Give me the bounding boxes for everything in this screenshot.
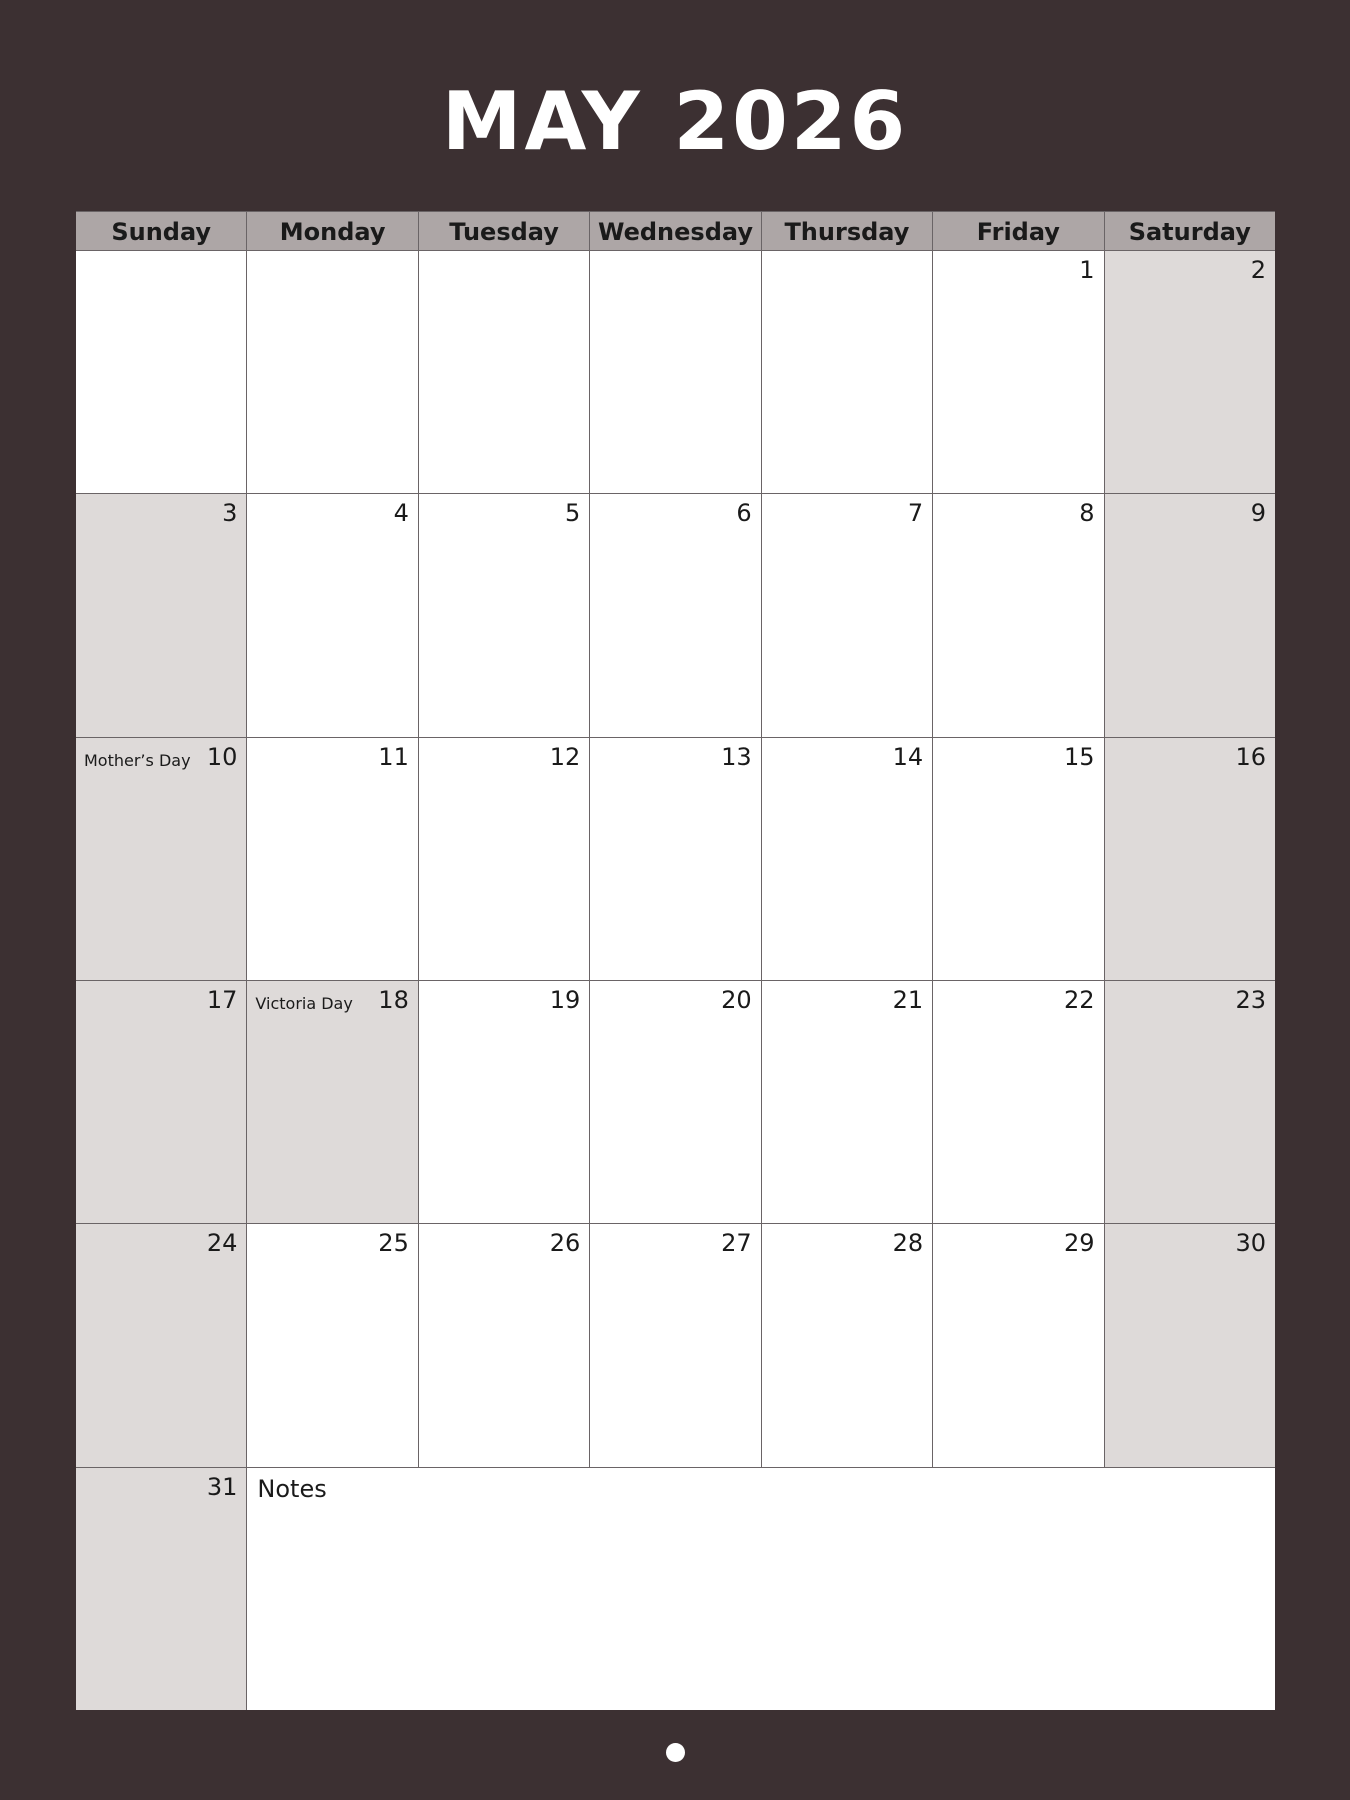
day-number: 19 — [549, 985, 581, 1014]
day-cell-6[interactable] — [590, 494, 760, 736]
day-number: 13 — [721, 742, 752, 771]
page-indicator-dot — [666, 1743, 685, 1762]
day-number: 3 — [222, 499, 238, 528]
day-number: 30 — [1235, 1229, 1266, 1258]
day-cell-23[interactable] — [1105, 981, 1275, 1223]
day-cell-5[interactable] — [419, 494, 589, 736]
day-cell-18[interactable] — [247, 981, 417, 1223]
day-number: 24 — [206, 1229, 238, 1258]
day-cell-21[interactable] — [762, 981, 932, 1223]
day-number: 27 — [721, 1229, 752, 1258]
day-number: 20 — [721, 985, 752, 1014]
day-cell-4[interactable] — [247, 494, 417, 736]
day-cell-7[interactable] — [762, 494, 932, 736]
day-number: 26 — [549, 1229, 581, 1258]
day-number: 10 — [206, 742, 238, 771]
day-cell-17[interactable] — [76, 981, 246, 1223]
day-number: 2 — [1250, 256, 1266, 284]
day-cell-24[interactable] — [76, 1224, 246, 1466]
day-number: 29 — [1064, 1229, 1095, 1258]
day-cell-1[interactable] — [933, 251, 1103, 493]
day-number: 9 — [1250, 499, 1266, 528]
day-number: 6 — [736, 499, 752, 528]
day-cell-empty — [762, 251, 932, 493]
day-cell-30[interactable] — [1105, 1224, 1275, 1466]
weekday-header-thursday: Thursday — [762, 212, 932, 250]
day-cell-27[interactable] — [590, 1224, 760, 1466]
day-cell-11[interactable] — [247, 738, 417, 980]
day-number: 18 — [378, 985, 409, 1014]
day-number: 5 — [565, 499, 581, 528]
day-cell-31[interactable] — [76, 1468, 246, 1710]
day-cell-13[interactable] — [590, 738, 760, 980]
day-number: 31 — [206, 1472, 238, 1501]
day-cell-10[interactable] — [76, 738, 246, 980]
month-title: MAY 2026 — [441, 75, 909, 168]
day-cell-3[interactable] — [76, 494, 246, 736]
day-number: 22 — [1064, 985, 1095, 1014]
notes-area[interactable] — [247, 1468, 1275, 1710]
day-number: 14 — [892, 742, 924, 771]
day-cell-19[interactable] — [419, 981, 589, 1223]
day-cell-16[interactable] — [1105, 738, 1275, 980]
day-cell-22[interactable] — [933, 981, 1103, 1223]
day-cell-14[interactable] — [762, 738, 932, 980]
day-number: 16 — [1235, 742, 1266, 771]
day-cell-26[interactable] — [419, 1224, 589, 1466]
weekday-header-monday: Monday — [247, 212, 417, 250]
day-cell-empty — [76, 251, 246, 493]
weekday-header-friday: Friday — [933, 212, 1103, 250]
holiday-label: Victoria Day — [255, 993, 353, 1013]
day-number: 15 — [1064, 742, 1095, 771]
day-cell-empty — [247, 251, 417, 493]
day-cell-12[interactable] — [419, 738, 589, 980]
day-cell-25[interactable] — [247, 1224, 417, 1466]
day-cell-15[interactable] — [933, 738, 1103, 980]
day-number: 11 — [378, 742, 409, 771]
calendar-grid — [76, 211, 1275, 1710]
weekday-header-saturday: Saturday — [1105, 212, 1275, 250]
day-number: 25 — [378, 1229, 409, 1258]
weekday-header-wednesday: Wednesday — [590, 212, 760, 250]
day-number: 4 — [393, 499, 409, 528]
day-cell-9[interactable] — [1105, 494, 1275, 736]
day-number: 28 — [892, 1229, 924, 1258]
day-number: 23 — [1235, 985, 1266, 1014]
day-number: 21 — [892, 985, 924, 1014]
day-cell-20[interactable] — [590, 981, 760, 1223]
day-number: 12 — [549, 742, 581, 771]
day-number: 8 — [1079, 499, 1095, 528]
day-cell-empty — [590, 251, 760, 493]
day-number: 7 — [907, 499, 924, 528]
day-cell-8[interactable] — [933, 494, 1103, 736]
notes-label: Notes — [257, 1474, 327, 1503]
day-cell-empty — [419, 251, 589, 493]
day-number: 1 — [1079, 256, 1095, 284]
day-cell-29[interactable] — [933, 1224, 1103, 1466]
weekday-header-tuesday: Tuesday — [419, 212, 589, 250]
day-cell-28[interactable] — [762, 1224, 932, 1466]
weekday-header-sunday: Sunday — [76, 212, 246, 250]
holiday-label: Mother’s Day — [84, 750, 191, 770]
day-number: 17 — [206, 985, 238, 1014]
day-cell-2[interactable] — [1105, 251, 1275, 493]
